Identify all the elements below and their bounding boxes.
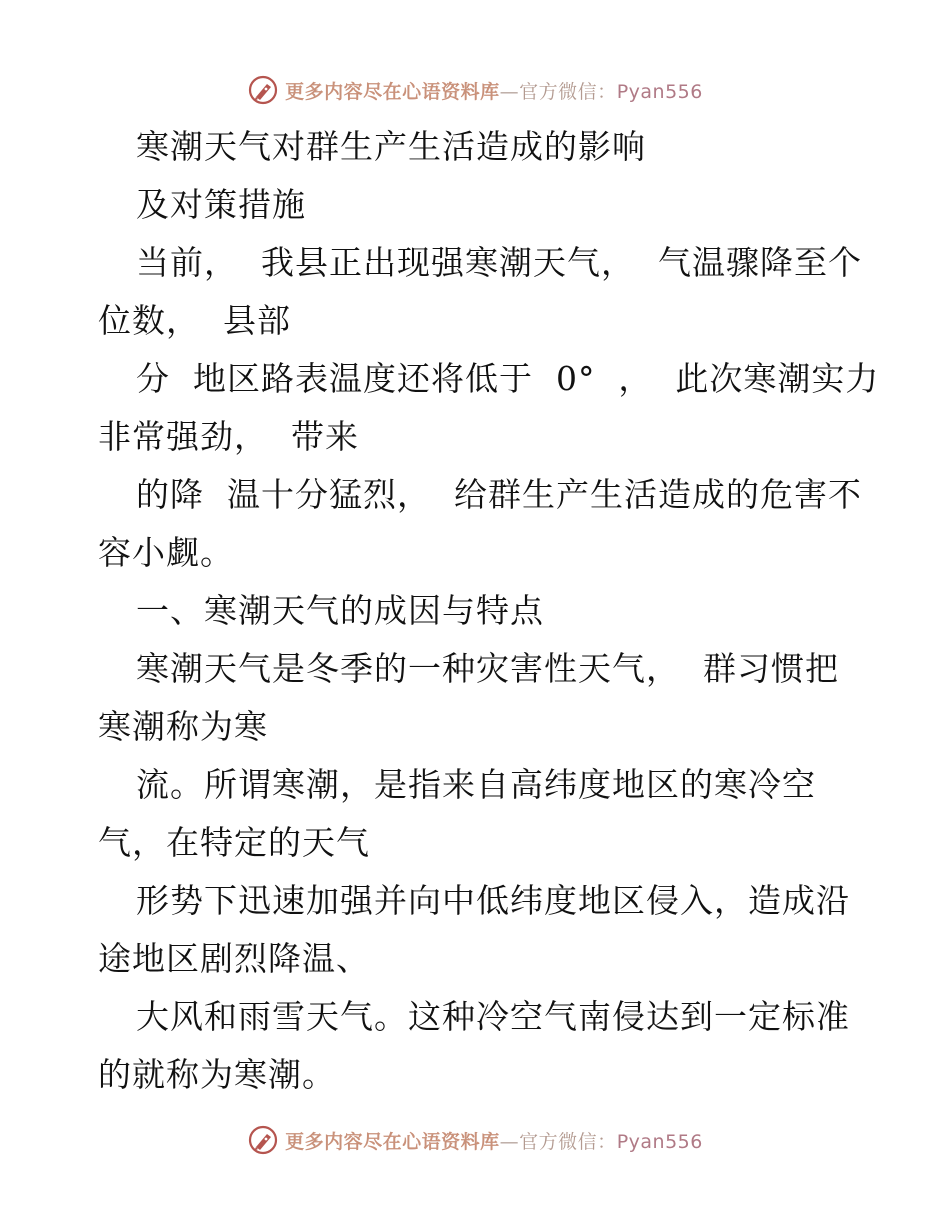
footer-watermark — [0, 1120, 950, 1160]
text-line: 寒潮天气是冬季的一种灾害性天气， 群习惯把 — [136, 649, 839, 688]
watermark-text — [285, 1127, 703, 1154]
text-line: 大风和雨雪天气。这种冷空气南侵达到一定标准 — [136, 997, 850, 1036]
text-line: 及对策措施 — [136, 185, 306, 224]
header-watermark — [0, 70, 950, 110]
text-line: 一、寒潮天气的成因与特点 — [136, 591, 544, 630]
document-body — [98, 118, 880, 1104]
pen-nib-logo-icon — [247, 1124, 279, 1156]
watermark-separator: — — [499, 80, 520, 103]
text-line: 分 地区路表温度还将低于 0° ， 此次寒潮实力 — [136, 359, 880, 398]
watermark-site: 更多内容尽在心语资料库 — [285, 1130, 500, 1153]
watermark-text — [285, 77, 703, 104]
text-line: 流。所谓寒潮，是指来自高纬度地区的寒冷空 — [136, 765, 816, 804]
text-line: 位数， 县部 — [98, 301, 291, 340]
text-line: 途地区剧烈降温、 — [98, 939, 370, 978]
text-line: 的就称为寒潮。 — [98, 1055, 336, 1094]
text-line: 寒潮天气对群生产生活造成的影响 — [136, 127, 646, 166]
text-line: 气，在特定的天气 — [98, 823, 370, 862]
text-line: 寒潮称为寒 — [98, 707, 268, 746]
watermark-handle: Pyan556 — [616, 1130, 703, 1153]
watermark-label: 官方微信： — [519, 1130, 617, 1153]
text-line: 形势下迅速加强并向中低纬度地区侵入，造成沿 — [136, 881, 850, 920]
pen-nib-logo-icon — [247, 74, 279, 106]
text-line: 当前， 我县正出现强寒潮天气， 气温骤降至个 — [136, 243, 862, 282]
text-line: 的降 温十分猛烈， 给群生产生活造成的危害不 — [136, 475, 862, 514]
text-line: 非常强劲， 带来 — [98, 417, 359, 456]
watermark-separator: — — [499, 1130, 520, 1153]
watermark-label: 官方微信： — [519, 80, 617, 103]
watermark-handle: Pyan556 — [616, 80, 703, 103]
text-line: 容小觑。 — [98, 533, 234, 572]
watermark-site: 更多内容尽在心语资料库 — [285, 80, 500, 103]
